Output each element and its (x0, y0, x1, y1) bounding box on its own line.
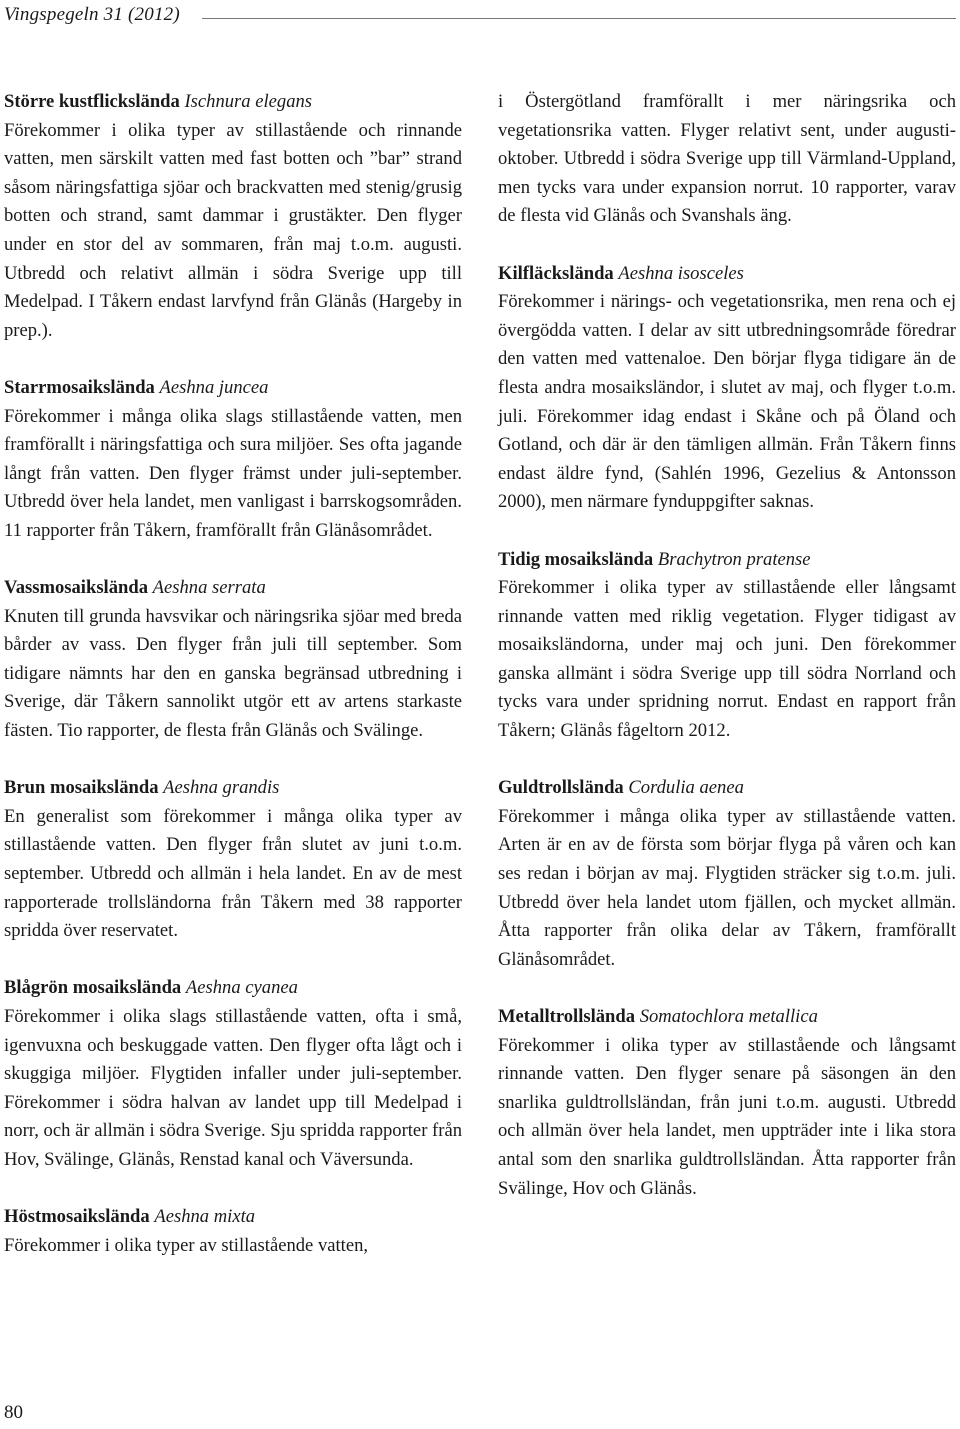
header-rule (202, 18, 956, 19)
species-heading (4, 1203, 462, 1232)
latin-name: Aeshna cyanea (185, 977, 298, 999)
common-name: Vassmosaikslända (4, 577, 148, 599)
species-heading (4, 88, 462, 117)
latin-name: Cordulia aenea (628, 777, 744, 799)
common-name: Blågrön mosaikslända (4, 977, 182, 999)
species-text: Förekommer i olika typer av stillastående och långsamt rinnande vatten. Den flyger senare på säsongen än den snarlika guldtrollsländan, från juni t.o.m. augusti. Utbredd och allmän över hela landet, men uppträder inte i lika stora antal som den snarlika guldtrollsländan. Åtta rapporter från Svälinge, Hov och Glänås. (498, 1034, 956, 1199)
species-heading (4, 974, 462, 1003)
species-entry (498, 546, 956, 746)
left-column (4, 88, 462, 1289)
species-entry (4, 574, 462, 746)
common-name: Höstmosaikslända (4, 1206, 150, 1228)
common-name: Starrmosaikslända (4, 376, 155, 398)
species-text: Knuten till grunda havsvikar och näringsrika sjöar med breda bårder av vass. Den flyger från juli till september. Som tidigare nämnts har den en ganska begränsad utbredning i Sverige, där Tåkern sannolikt utgör ett av artens starkaste fästen. Tio rapporter, de flesta från Glänås och Svälinge. (4, 605, 462, 742)
species-entry (4, 374, 462, 546)
latin-name: Brachytron pratense (657, 548, 811, 570)
latin-name: Aeshna serrata (152, 577, 266, 599)
species-text: Förekommer i många olika typer av stillastående vatten. Arten är en av de första som börjar flyga på våren och kan ses redan i början av maj. Flygtiden sträcker sig t.o.m. juli. Utbredd över hela landet utom fjällen, och mycket allmän. Åtta rapporter från olika delar av Tåkern, framförallt Glänåsområdet. (498, 805, 956, 970)
species-text: i Östergötland framförallt i mer näringsrika och vegetationsrika vatten. Flyger relativt sent, under augusti-oktober. Utbredd i södra Sverige upp till Värmland-Uppland, men tycks vara under expansion norrut. 10 rapporter, varav de flesta vid Glänås och Svanshals äng. (498, 91, 956, 227)
species-text: Förekommer i olika typer av stillastående vatten, (4, 1234, 369, 1256)
species-heading (498, 260, 956, 289)
species-text: En generalist som förekommer i många olika typer av stillastående vatten. Den flyger från slutet av juni t.o.m. september. Utbredd och allmän i hela landet. En av de mest rapporterade trollsländorna från Tåkern med 38 rapporter spridda över reservatet. (4, 805, 462, 942)
species-heading (498, 1003, 956, 1032)
latin-name: Somatochlora metallica (639, 1006, 818, 1027)
journal-title: Vingspegeln 31 (2012) (4, 4, 180, 25)
species-entry (4, 974, 462, 1174)
species-text: Förekommer i olika typer av stillastående och rinnande vatten, men särskilt vatten med fast botten och ”bar” strand såsom näringsfattiga sjöar och brackvatten med stenig/grusig botten och strand, samt dammar i grustäkter. Den flyger under en stor del av sommaren, från maj t.o.m. augusti. Utbredd och relativt allmän i södra Sverige upp till Medelpad. I Tåkern endast larvfynd från Glänås (Hargeby in prep.). (4, 119, 462, 341)
species-heading (4, 574, 462, 603)
latin-name: Aeshna juncea (159, 376, 269, 398)
common-name: Metalltrollslända (498, 1006, 636, 1027)
running-head (4, 0, 956, 30)
species-heading (4, 374, 462, 403)
species-text: Förekommer i närings- och vegetationsrika, men rena och ej övergödda vatten. I delar av sitt utbredningsområde föredrar den vatten med vattenaloe. Den börjar flyga tidigare än de flesta andra mosaiksländor, i slutet av maj, och flyger t.o.m. juli. Förekommer idag endast i Skåne och på Öland och Gotland, och där är den tämligen allmän. Från Tåkern finns endast äldre fynd, (Sahlén 1996, Gezelius & Antonsson 2000), men närmare fynduppgifter saknas. (498, 291, 956, 513)
species-entry (4, 1203, 462, 1260)
common-name: Guldtrollslända (498, 777, 624, 799)
species-entry (4, 774, 462, 946)
common-name: Kilfläckslända (498, 262, 614, 284)
latin-name: Aeshna grandis (163, 777, 280, 799)
species-text: Förekommer i många olika slags stillastående vatten, men framförallt i näringsfattiga och sura miljöer. Ses ofta jagande långt från vatten. Den flyger främst under juli-september. Utbredd över hela landet, men vanligast i barrskogsområden. 11 rapporter från Tåkern, framförallt från Glänåsområdet. (4, 405, 462, 541)
species-heading (498, 546, 956, 575)
species-entry (498, 774, 956, 974)
common-name: Brun mosaikslända (4, 777, 159, 799)
latin-name: Aeshna isosceles (618, 262, 744, 284)
right-column (498, 88, 956, 1232)
latin-name: Aeshna mixta (154, 1206, 256, 1228)
species-text: Förekommer i olika slags stillastående vatten, ofta i små, igenvuxna och beskuggade vatten. Den flyger ofta lågt och i skuggiga miljöer. Flygtiden infaller under juli-september. Förekommer i södra halvan av landet upp till Medelpad i norr, och är allmän i södra Sverige. Sju spridda rapporter från Hov, Svälinge, Glänås, Renstad kanal och Väversunda. (4, 1006, 462, 1170)
common-name: Större kustflickslända (4, 91, 180, 112)
common-name: Tidig mosaikslända (498, 548, 654, 570)
page-number: 80 (4, 1402, 23, 1423)
species-entry (498, 1003, 956, 1203)
species-heading (4, 774, 462, 803)
species-entry (498, 260, 956, 517)
species-entry-continued (498, 88, 956, 231)
latin-name: Ischnura elegans (184, 91, 313, 112)
species-entry (4, 88, 462, 345)
species-heading (498, 774, 956, 803)
species-text: Förekommer i olika typer av stillastående eller långsamt rinnande vatten med riklig vegetation. Flyger tidigast av mosaiksländorna, under maj och juni. Den förekommer ganska allmänt i södra Sverige upp till södra Norrland och tycks vara under spridning norrut. Endast en rapport från Tåkern; Glänås fågeltorn 2012. (498, 577, 956, 742)
